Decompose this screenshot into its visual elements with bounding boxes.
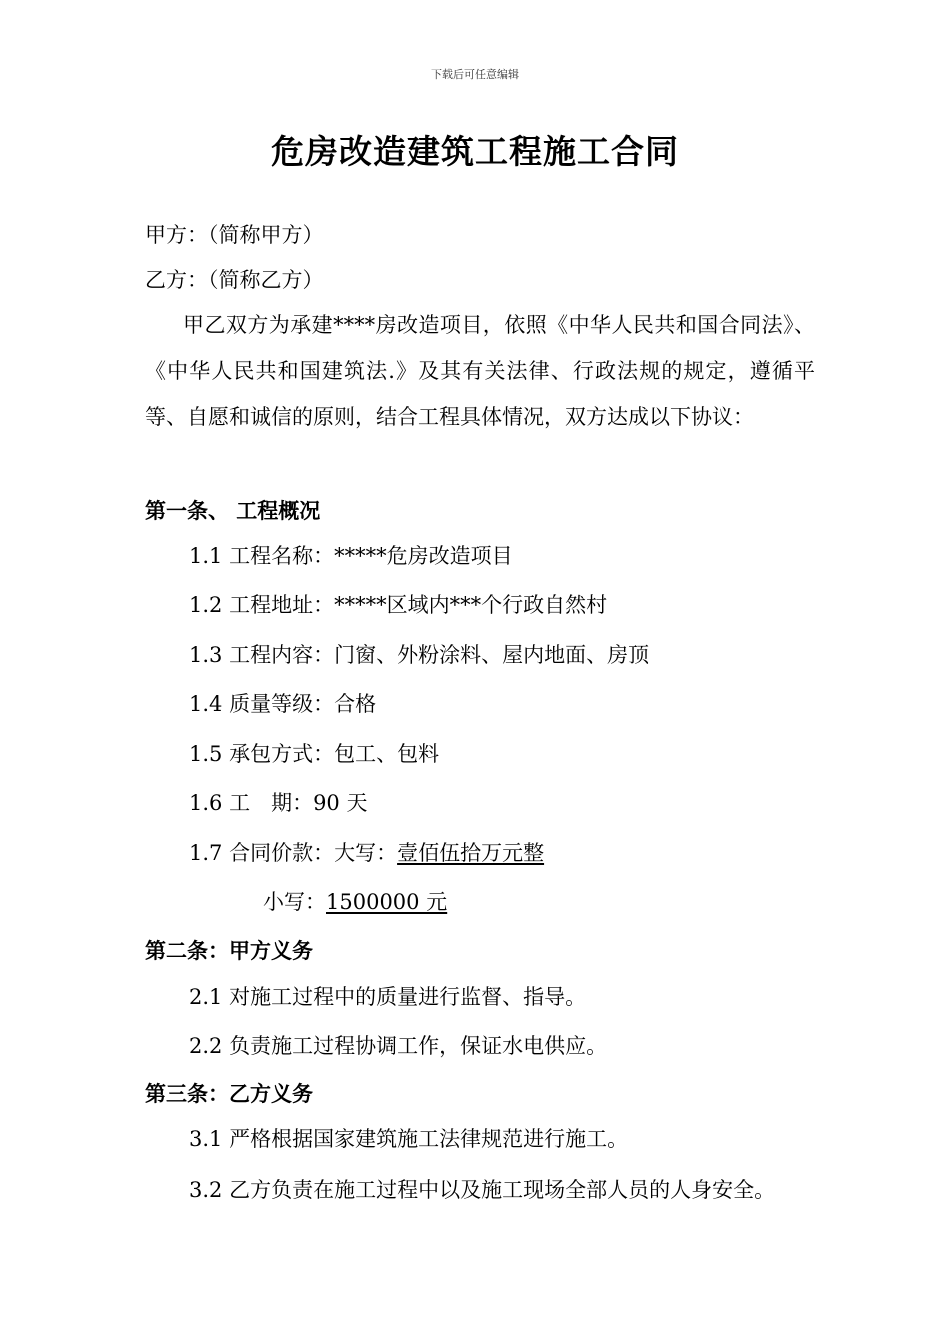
section1-item: 1.3 工程内容：门窗、外粉涂料、屋内地面、房顶 [189, 643, 650, 667]
section2-heading: 第二条：甲方义务 [145, 939, 313, 963]
price-upper-value: 壹佰伍拾万元整 [397, 841, 545, 865]
section1-item: 1.6 工 期：90 天 [189, 791, 368, 815]
page-header: 下载后可任意编辑 [431, 68, 519, 81]
section1-item: 1.2 工程地址：*****区域内***个行政自然村 [189, 593, 608, 617]
section1-item: 1.4 质量等级：合格 [189, 692, 377, 716]
price-small-label: 小写： [263, 890, 326, 914]
section3-heading: 第三条：乙方义务 [145, 1082, 313, 1106]
intro-paragraph: 甲乙双方为承建****房改造项目，依照《中华人民共和国合同法》、《中华人民共和国建筑法.》及其有关法律、行政法规的规定，遵循平等、自愿和诚信的原则，结合工程具体情况，双方达成以下协议： [145, 313, 815, 429]
party-b-line: 乙方：（简称乙方） [145, 268, 324, 292]
section3-item: 3.2 乙方负责在施工过程中以及施工现场全部人员的人身安全。 [189, 1178, 776, 1202]
price-label: 1.7 合同价款：大写： [189, 841, 398, 865]
section1-item: 1.1 工程名称：*****危房改造项目 [189, 544, 513, 568]
price-small-value: 1500000 元 [326, 890, 448, 914]
section2-item: 2.2 负责施工过程协调工作，保证水电供应。 [189, 1034, 608, 1058]
document-title: 危房改造建筑工程施工合同 [271, 132, 679, 171]
section1-heading: 第一条、 工程概况 [145, 499, 321, 523]
section3-item: 3.1 严格根据国家建筑施工法律规范进行施工。 [189, 1127, 629, 1151]
price-line [189, 839, 544, 867]
price-small-line [263, 888, 447, 916]
section2-item: 2.1 对施工过程中的质量进行监督、指导。 [189, 985, 587, 1009]
section1-item: 1.5 承包方式：包工、包料 [189, 742, 440, 766]
party-a-line: 甲方：（简称甲方） [145, 223, 324, 247]
